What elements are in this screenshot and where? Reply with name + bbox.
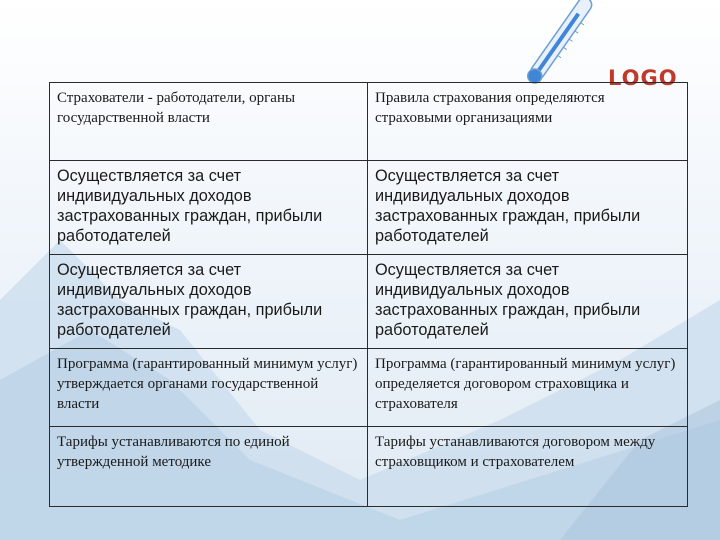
table-row [50,83,688,161]
table-row [50,161,688,255]
table-row [50,427,688,507]
table-cell-right: Правила страхования определяются страховыми организациями [368,83,688,161]
table-row [50,349,688,427]
table-cell-right: Программа (гарантированный минимум услуг) определяется договором страховщика и страхователя [368,349,688,427]
table-cell-right: Осуществляется за счет индивидуальных доходов застрахованных граждан, прибыли работодателей [368,255,688,349]
table-cell-right: Тарифы устанавливаются договором между страховщиком и страхователем [368,427,688,507]
table-cell-left: Страхователи - работодатели, органы государственной власти [50,83,368,161]
table-cell-left: Тарифы устанавливаются по единой утвержденной методике [50,427,368,507]
table-cell-left: Осуществляется за счет индивидуальных доходов застрахованных граждан, прибыли работодателей [50,161,368,255]
table-row [50,255,688,349]
table-cell-left: Осуществляется за счет индивидуальных доходов застрахованных граждан, прибыли работодателей [50,255,368,349]
thermometer-icon [505,0,615,90]
comparison-table [49,82,688,507]
table-cell-left: Программа (гарантированный минимум услуг) утверждается органами государственной власти [50,349,368,427]
table-cell-right: Осуществляется за счет индивидуальных доходов застрахованных граждан, прибыли работодателей [368,161,688,255]
logo-text: LOGO [608,66,678,90]
